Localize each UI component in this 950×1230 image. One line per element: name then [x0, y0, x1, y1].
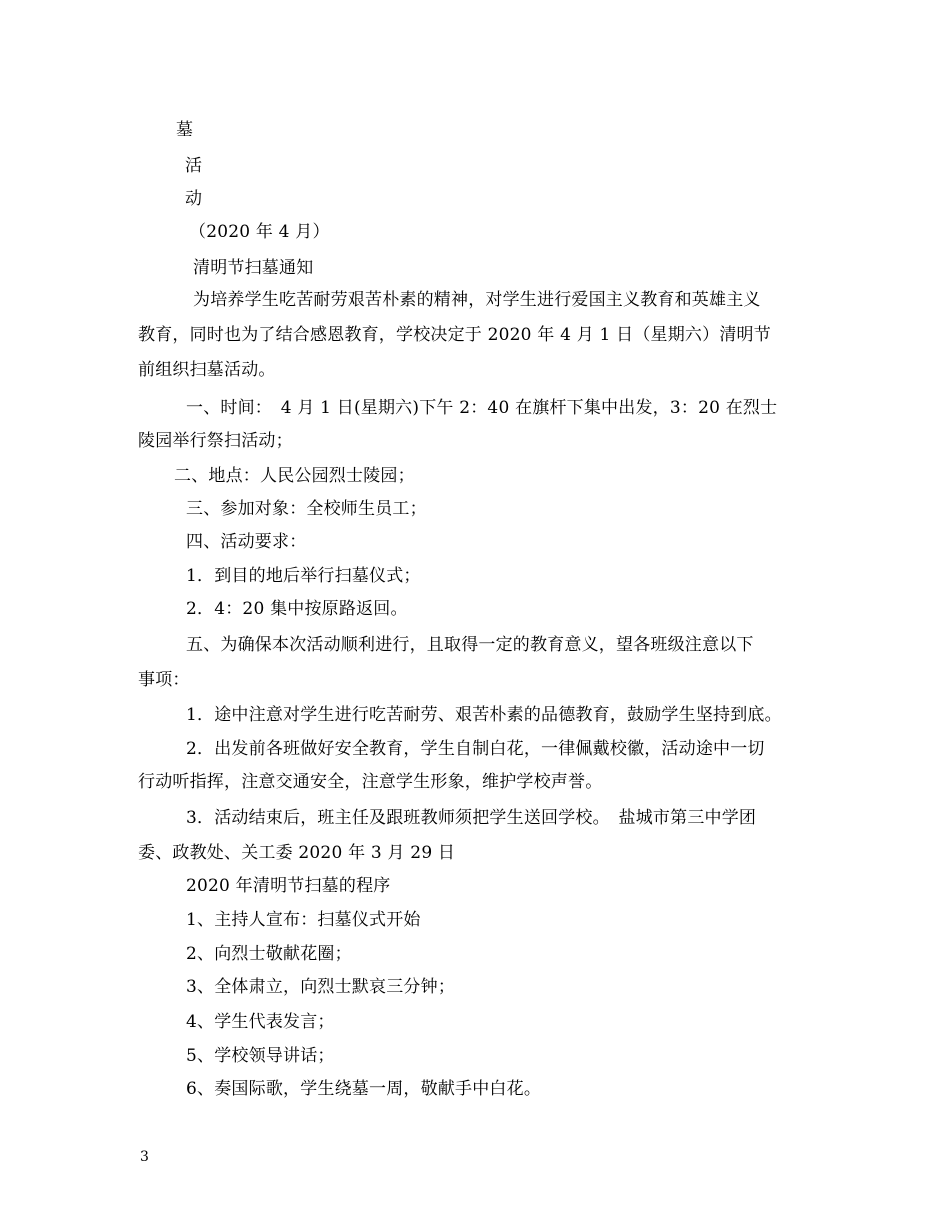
procedure-step-1: 1、主持人宣布：扫墓仪式开始 [186, 910, 421, 930]
heading-char-1: 墓 [176, 120, 194, 140]
note-2-line-1: 2．出发前各班做好安全教育，学生自制白花，一律佩戴校徽，活动途中一切 [186, 739, 765, 759]
notes-title-line-2: 事项： [138, 670, 190, 690]
notes-title-line-1: 五、为确保本次活动顺利进行，且取得一定的教育意义，望各班级注意以下 [186, 635, 754, 655]
place-item: 二、地点：人民公园烈士陵园； [174, 466, 415, 486]
note-1: 1．途中注意对学生进行吃苦耐劳、艰苦朴素的品德教育，鼓励学生坚持到底。 [186, 705, 782, 725]
heading-char-2: 活 [185, 156, 203, 176]
intro-line-1: 为培养学生吃苦耐劳艰苦朴素的精神，对学生进行爱国主义教育和英雄主义 [193, 290, 761, 310]
intro-line-2: 教育，同时也为了结合感恩教育，学校决定于 2020 年 4 月 1 日（星期六）清明节 [138, 325, 771, 345]
procedure-step-5: 5、学校领导讲话； [186, 1046, 335, 1066]
time-item-line-1: 一、时间： 4 月 1 日(星期六)下午 2：40 在旗杆下集中出发，3：20 在烈士 [186, 398, 778, 418]
notice-title: 清明节扫墓通知 [193, 258, 314, 278]
requirement-1: 1．到目的地后举行扫墓仪式； [186, 566, 421, 586]
procedure-title: 2020 年清明节扫墓的程序 [186, 876, 391, 896]
date-line: （2020 年 4 月） [189, 222, 330, 242]
time-item-line-2: 陵园举行祭扫活动； [138, 431, 293, 451]
procedure-step-4: 4、学生代表发言； [186, 1012, 335, 1032]
procedure-step-3: 3、全体肃立，向烈士默哀三分钟； [186, 977, 456, 997]
intro-line-3: 前组织扫墓活动。 [138, 360, 276, 380]
note-2-line-2: 行动听指挥，注意交通安全，注意学生形象，维护学校声誉。 [138, 772, 603, 792]
requirement-2: 2．4：20 集中按原路返回。 [186, 599, 408, 619]
note-3-line-2: 委、政教处、关工委 2020 年 3 月 29 日 [138, 843, 456, 863]
note-3-line-1: 3．活动结束后，班主任及跟班教师须把学生送回学校。 盐城市第三中学团 [186, 808, 757, 828]
procedure-step-2: 2、向烈士敬献花圈； [186, 944, 352, 964]
requirements-title: 四、活动要求： [186, 532, 307, 552]
participants-item: 三、参加对象：全校师生员工； [186, 499, 427, 519]
heading-char-3: 动 [185, 189, 203, 209]
page-number: 3 [140, 1149, 149, 1165]
procedure-step-6: 6、奏国际歌，学生绕墓一周，敬献手中白花。 [186, 1079, 542, 1099]
